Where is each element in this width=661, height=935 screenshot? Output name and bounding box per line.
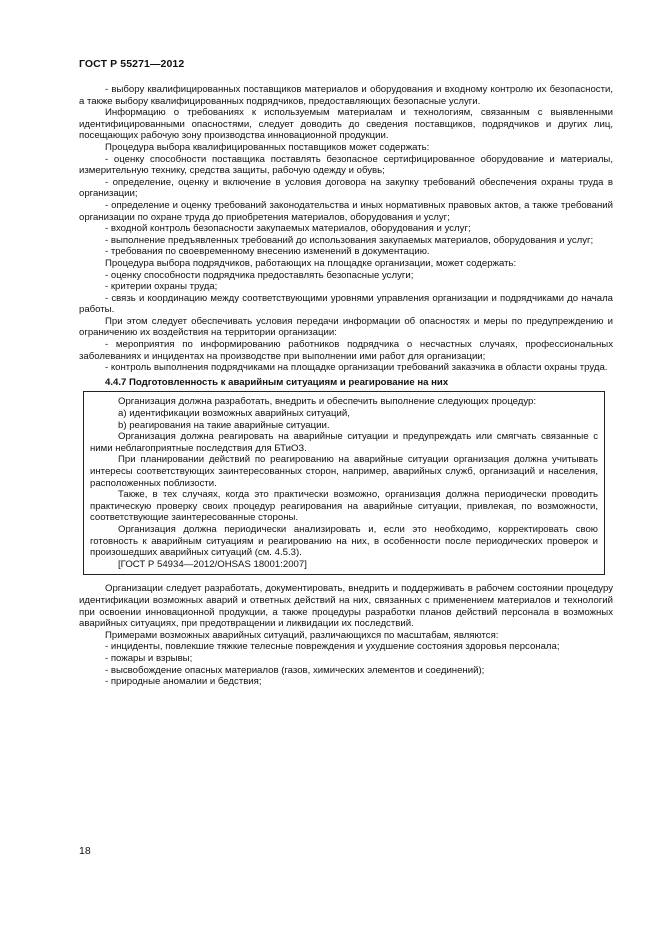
text-block-after	[79, 583, 613, 687]
list-item: - контроль выполнения подрядчиками на площадке организации требований заказчика в области охраны труда.	[105, 362, 608, 374]
paragraph: Примерами возможных аварийных ситуаций, различающихся по масштабам, являются:	[105, 629, 499, 641]
section-heading: 4.4.7 Подготовленность к аварийным ситуациям и реагирование на них	[105, 376, 449, 388]
paragraph: При этом следует обеспечивать условия передачи информации об опасностях и меры по предупреждению и ограничению их воздействия на территории организации:	[79, 315, 613, 339]
list-item: - критерии охраны труда;	[105, 281, 218, 293]
list-item: - природные аномалии и бедствия;	[105, 676, 262, 688]
box-reference: [ГОСТ Р 54934—2012/OHSAS 18001:2007]	[118, 558, 307, 570]
list-item: - требования по своевременному внесению изменений в документацию.	[105, 246, 430, 258]
box-list-item: а) идентификации возможных аварийных ситуаций,	[118, 408, 350, 420]
quoted-requirements-box	[83, 391, 605, 575]
box-paragraph: Организация должна периодически анализировать и, если это необходимо, корректировать свою готовность к аварийным ситуациям и реагированию на них, в особенности после периодических проверок и произошедших аварийных ситуаций (см. 4.5.3).	[90, 523, 598, 559]
paragraph: Процедура выбора подрядчиков, работающих на площадке организации, может содержать:	[105, 257, 517, 269]
list-item: - инциденты, повлекшие тяжкие телесные повреждения и ухудшение состояния здоровья персонала;	[105, 641, 560, 653]
paragraph: Процедура выбора квалифицированных поставщиков может содержать:	[105, 141, 430, 153]
list-item: - входной контроль безопасности закупаемых материалов, оборудования и услуг;	[105, 223, 471, 235]
list-item: - связь и координацию между соответствующими уровнями управления организации и подрядчиками до начала работы.	[79, 292, 613, 316]
box-paragraph: При планировании действий по реагированию на аварийные ситуации организация должна учитывать интересы соответствующих заинтересованных сторон, например, аварийных служб, организаций и населения, расположенных поблизости.	[90, 454, 598, 489]
paragraph: - выбору квалифицированных поставщиков материалов и оборудования и входному контролю их безопасности, а также выбору квалифицированных подрядчиков, предоставляющих безопасные услуги.	[79, 84, 613, 107]
page-content	[79, 84, 613, 688]
list-item: - пожары и взрывы;	[105, 652, 193, 664]
list-item: - мероприятия по информированию работников подрядчика о несчастных случаях, профессиональных заболеваниях и инцидентах на производстве при выполнении ими работ для организации;	[79, 339, 613, 362]
box-paragraph: Также, в тех случаях, когда это практически возможно, организация должна периодически проводить практическую проверку своих процедур реагирования на аварийные ситуации, привлекая, по возможности, соответствующие заинтересованные стороны.	[90, 489, 598, 524]
paragraph: Информацию о требованиях к используемым материалам и технологиям, связанным с выявленными идентифицированными опасностями, следует доводить до сведения поставщиков, подрядчиков и других лиц, посещающих рабочую зону производства инновационной продукции.	[79, 107, 613, 142]
list-item: - оценку способности подрядчика предоставлять безопасные услуги;	[105, 269, 414, 281]
page-number: 18	[79, 845, 91, 857]
standard-header: ГОСТ Р 55271—2012	[79, 58, 185, 70]
list-item: - высвобождение опасных материалов (газов, химических элементов и соединений);	[105, 664, 485, 676]
list-item: - определение, оценку и включение в условия договора на закупку требований обеспечения охраны труда в организации;	[79, 176, 613, 200]
box-paragraph: Организация должна разработать, внедрить и обеспечить выполнение следующих процедур:	[118, 396, 537, 408]
box-paragraph: Организация должна реагировать на аварийные ситуации и предупреждать или смягчать связанные с ними неблагоприятные последствия для БТиОЗ.	[90, 431, 598, 454]
list-item: - оценку способности поставщика поставлять безопасное сертифицированное оборудование и материалы, измерительную технику, средства защиты, рабочую одежду и обувь;	[79, 153, 613, 177]
list-item: - выполнение предъявленных требований до использования закупаемых материалов, оборудования и услуг;	[105, 234, 594, 246]
text-block-before	[79, 84, 613, 374]
box-list-item: b) реагирования на такие аварийные ситуации.	[118, 419, 330, 431]
paragraph: Организации следует разработать, документировать, внедрить и поддерживать в рабочем состоянии процедуру идентификации возможных аварий и ответных действий на них, связанных с применением материалов и технологий при освоении инновационной продукции, а также процедуры разработки планов действий персонала в возможных аварийных ситуациях, при предотвращении и ликвидации их последствий.	[79, 583, 613, 630]
list-item: - определение и оценку требований законодательства и иных нормативных правовых актов, а также требований организации по охране труда до приобретения материалов, оборудования и услуг;	[79, 199, 613, 223]
